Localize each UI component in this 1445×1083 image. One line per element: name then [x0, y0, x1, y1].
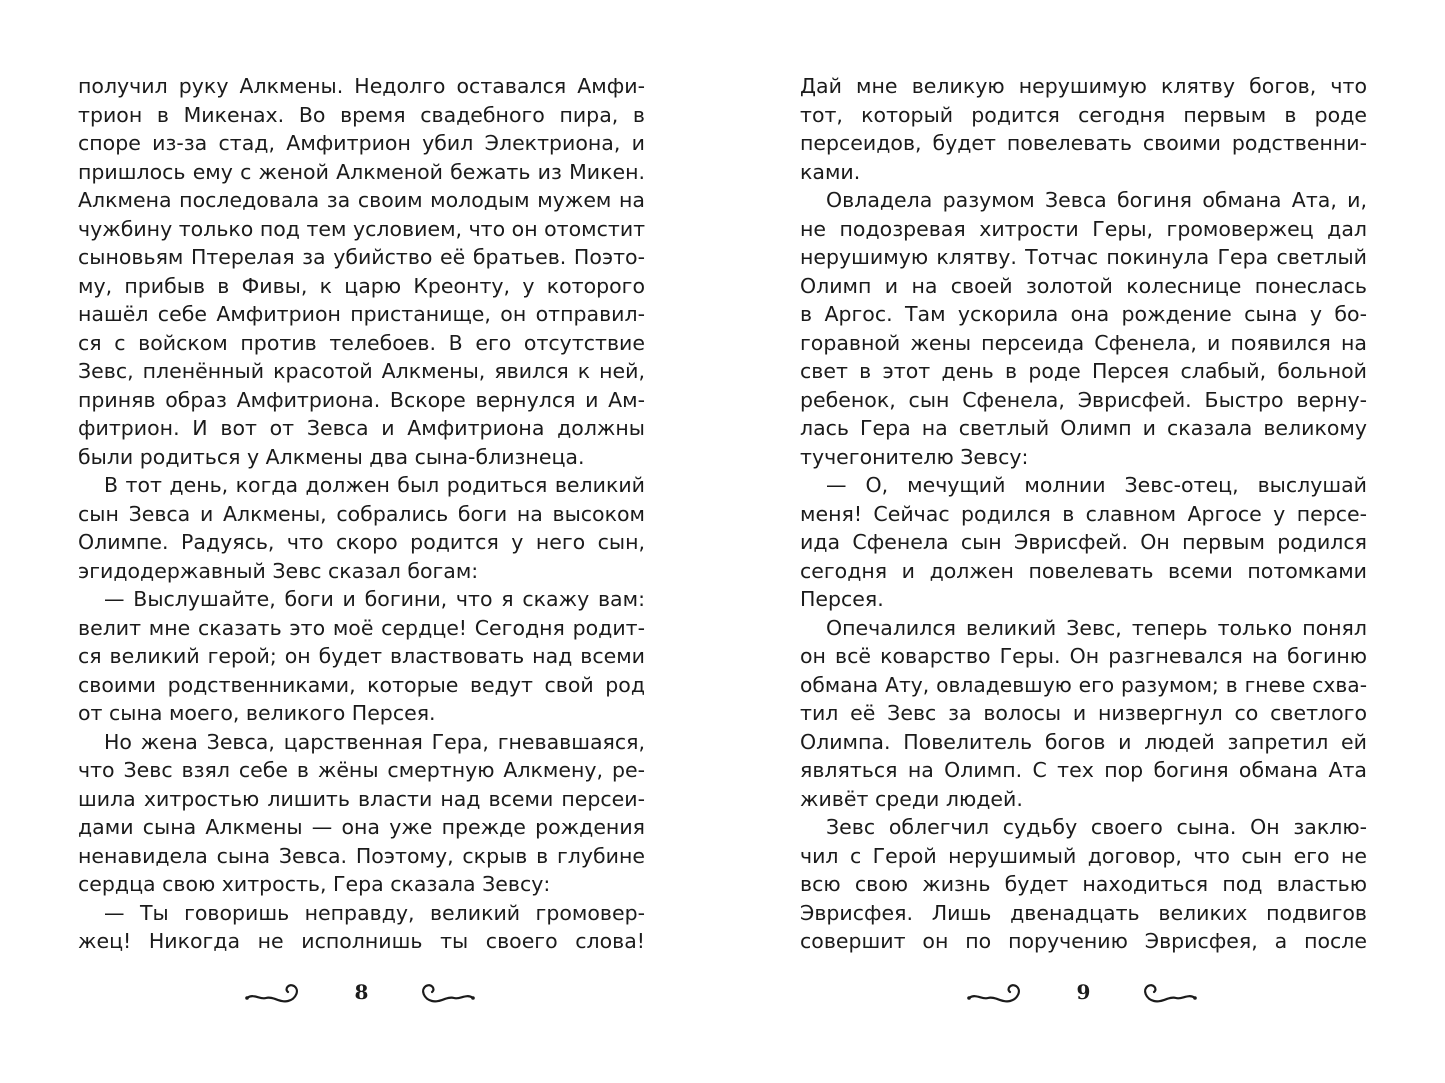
page-number: 9 [1076, 980, 1091, 1004]
text-line: Овладела разумом Зевса богиня обмана Ата, и, [826, 188, 1367, 212]
text-line: шила хитростью лишить власти над всеми персеи- [78, 786, 645, 811]
text-line: тот, который родится сегодня первым в роде [800, 102, 1367, 127]
text-line: фитрион. И вот от Зевса и Амфитриона должны [78, 416, 645, 440]
text-line: всю свою жизнь будет находиться под властью [800, 872, 1367, 896]
text-line: не подозревая хитрости Геры, громовержец дал [800, 216, 1367, 241]
text-line: свет в этот день в роде Персея слабый, больной [800, 359, 1367, 383]
text-line: пришлось ему с женой Алкменой бежать из Микен. [78, 159, 645, 184]
text-line: чил с Герой нерушимый договор, что сын его не [800, 843, 1367, 868]
text-line: Опечалился великий Зевс, теперь только понял [826, 615, 1367, 640]
left-page-footer [78, 976, 645, 1016]
text-line: были родиться у Алкмены два сына-близнеца. [78, 444, 585, 469]
left-page-text [78, 72, 645, 956]
left-flourish-ornament-icon [966, 976, 1030, 1016]
right-page-text [800, 72, 1367, 956]
text-line: дами сына Алкмены — она уже прежде рождения [78, 815, 645, 839]
text-line: живёт среди людей. [800, 786, 1023, 811]
text-line: от сына моего, великого Персея. [78, 701, 436, 725]
text-line: он всё коварство Геры. Он разгневался на богиню [800, 644, 1367, 668]
text-line: являться на Олимп. С тех пор богиня обмана Ата [800, 758, 1367, 782]
text-line: Но жена Зевса, царственная Гера, гневавшаяся, [104, 729, 645, 754]
text-line: получил руку Алкмены. Недолго оставался Амфи- [78, 74, 645, 98]
text-line: приняв образ Амфитриона. Вскоре вернулся и Ам- [78, 387, 645, 412]
text-line: что Зевс взял себе в жёны смертную Алкмену, ре- [78, 758, 645, 782]
text-line: Олимпа. Повелитель богов и людей запретил ей [800, 729, 1367, 754]
text-line: обмана Ату, овладевшую его разумом; в гневе схва- [800, 672, 1367, 697]
text-line: эгидодержавный Зевс сказал богам: [78, 558, 479, 583]
text-line: Алкмена последовала за своим молодым мужем на [78, 188, 645, 212]
text-line: меня! Сейчас родился в славном Аргосе у персе- [800, 501, 1367, 526]
text-line: сыновьям Птерелая за убийство её братьев. Поэто- [78, 245, 645, 269]
text-line: нерушимую клятву. Тотчас покинула Гера светлый [800, 245, 1367, 269]
text-line: му, прибыв в Фивы, к царю Креонту, у которого [78, 273, 645, 298]
text-line: сердца свою хитрость, Гера сказала Зевсу: [78, 872, 551, 896]
text-line: тучегонителю Зевсу: [800, 444, 1029, 469]
right-flourish-ornament-icon [1134, 976, 1198, 1016]
text-line: сын Зевса и Алкмены, собрались боги на высоком [78, 501, 645, 526]
right-flourish-ornament-icon [412, 976, 476, 1016]
text-line: в Аргос. Там ускорила она рождение сына у бо- [800, 302, 1367, 326]
text-line: — Ты говоришь неправду, великий громовер- [104, 900, 645, 925]
text-line: ненавидела сына Зевса. Поэтому, скрыв в глубине [78, 843, 645, 868]
left-flourish-ornament-icon [244, 976, 308, 1016]
text-line: горавной жены персеида Сфенела, и появился на [800, 330, 1367, 355]
text-line: Олимпе. Радуясь, что скоро родится у него сын, [78, 530, 645, 554]
text-line: трион в Микенах. Во время свадебного пира, в [78, 102, 645, 127]
right-page-footer [800, 976, 1367, 1016]
text-line: чужбину только под тем условием, что он отомстит [78, 216, 645, 241]
text-line: велит мне сказать это моё сердце! Сегодня родит- [78, 615, 645, 640]
text-line: споре из-за стад, Амфитрион убил Электриона, и [78, 131, 645, 155]
text-line: тил её Зевс за волосы и низвергнул со светлого [800, 701, 1367, 725]
text-line: — Выслушайте, боги и богини, что я скажу вам: [104, 587, 645, 611]
text-line: Олимп и на своей золотой колеснице понеслась [800, 273, 1367, 298]
text-line: Зевс, пленённый красотой Алкмены, явился к ней, [78, 359, 645, 383]
text-line: Дай мне великую нерушимую клятву богов, что [800, 74, 1367, 98]
text-line: ида Сфенела сын Эврисфей. Он первым родился [800, 530, 1367, 554]
text-line: Зевс облегчил судьбу своего сына. Он заклю- [826, 815, 1367, 839]
page-number: 8 [354, 980, 369, 1004]
text-line: сегодня и должен повелевать всеми потомками [800, 558, 1367, 583]
text-line: Эврисфея. Лишь двенадцать великих подвигов [800, 900, 1367, 925]
text-line: лась Гера на светлый Олимп и сказала великому [800, 416, 1367, 440]
text-line: Персея. [800, 587, 884, 611]
text-line: ся великий герой; он будет властвовать над всеми [78, 644, 645, 668]
text-line: — О, мечущий молнии Зевс-отец, выслушай [826, 473, 1367, 497]
text-line: жец! Никогда не исполнишь ты своего слова! [78, 929, 645, 953]
text-line: В тот день, когда должен был родиться великий [104, 473, 645, 497]
text-line: персеидов, будет повелевать своими родственни- [800, 131, 1367, 155]
text-line: ся с войском против телебоев. В его отсутствие [78, 330, 645, 355]
text-line: совершит он по поручению Эврисфея, а после [800, 929, 1367, 953]
text-line: ребенок, сын Сфенела, Эврисфей. Быстро верну- [800, 387, 1367, 412]
text-line: ками. [800, 159, 861, 184]
text-line: нашёл себе Амфитрион пристанище, он отправил- [78, 302, 645, 326]
text-line: своими родственниками, которые ведут свой род [78, 672, 645, 697]
